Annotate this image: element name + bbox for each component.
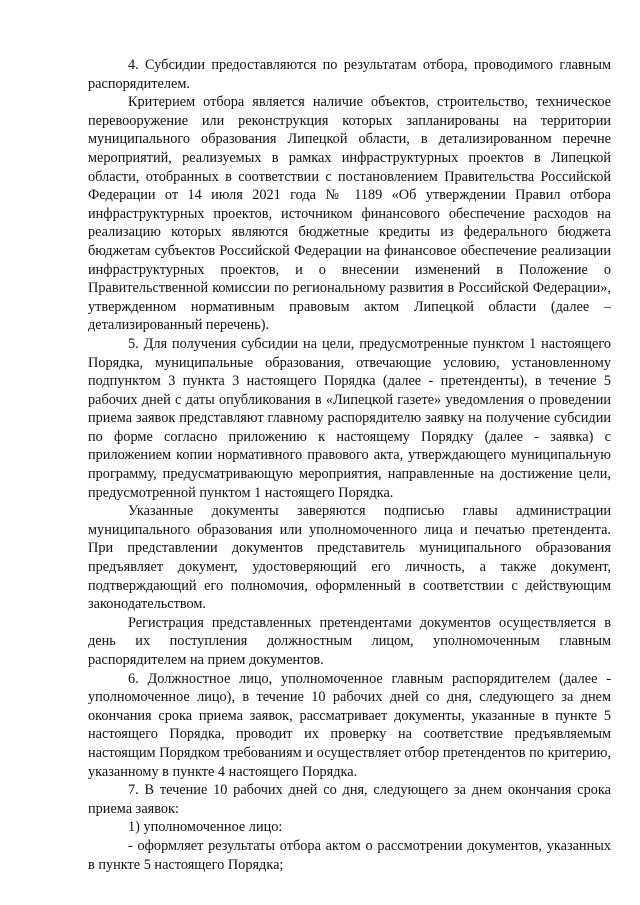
paragraph-registration: Регистрация представленных претендентами документов осуществляется в день их поступления должностным лицом, уполномоченным главным распорядителем на прием документов. [88,614,611,668]
paragraph-selection-criterion: Критерием отбора является наличие объектов, строительство, техническое перевооружение или реконструкция которых запланированы на территории муниципального образования Липецкой области, в детализированном перечне мероприятий, реализуемых в рамках инфраструктурных проектов в Липецкой области, отобранных в соответствии с постановлением Правительства Российской Федерации от 14 июля 2021 года № 1189 «Об утверждении Правил отбора инфраструктурных проектов, источником финансового обеспечение расходов на реализацию которых являются бюджетные кредиты из федерального бюджета бюджетам субъектов Российской Федерации на финансовое обеспечение реализации инфраструктурных проектов, и о внесении изменений в Положение о Правительственной комиссии по региональному развития в Российской Федерации», утвержденном нормативным правовым актом Липецкой области (далее – детализированный перечень). [88,94,611,334]
paragraph-item-7: 7. В течение 10 рабочих дней со дня, следующего за днем окончания срока приема заявок: [88,782,611,817]
paragraph-item-6: 6. Должностное лицо, уполномоченное главным распорядителем (далее - уполномоченное лицо), в течение 10 рабочих дней со дня, следующего за днем окончания срока приема заявок, рассматривает документы, указанные в пункте 5 настоящего Порядка, проводит их проверку на соответствие предъявляемым настоящим Порядком требованиям и осуществляет отбор претендентов по критерию, указанному в пункте 4 настоящего Порядка. [88,670,611,780]
document-page [88,56,611,874]
paragraph-subitem-1-dash: - оформляет результаты отбора актом о рассмотрении документов, указанных в пункте 5 настоящего Порядка; [88,837,611,873]
paragraph-item-5: 5. Для получения субсидии на цели, предусмотренные пунктом 1 настоящего Порядка, муниципальные образования, отвечающие условию, установленному подпунктом 3 пункта 3 настоящего Порядка (далее - претенденты), в течение 5 рабочих дней с даты опубликования в «Липецкой газете» уведомления о проведении приема заявок представляют главному распорядителю заявку на получение субсидии по форме согласно приложению к настоящему Порядку (далее - заявка) с приложением копии нормативного правового акта, утверждающего муниципальную программу, предусматривающую мероприятия, направленные на достижение цели, предусмотренной пунктом 1 настоящего Порядка. [88,335,611,501]
paragraph-documents-certification: Указанные документы заверяются подписью главы администрации муниципального образования или уполномоченного лица и печатью претендента. При представлении документов представитель муниципального образования предъявляет документ, удостоверяющий его личность, а также документ, подтверждающий его полномочия, оформленный в соответствии с действующим законодательством. [88,503,611,613]
paragraph-subitem-1: 1) уполномоченное лицо: [128,819,283,836]
paragraph-item-4: 4. Субсидии предоставляются по результатам отбора, проводимого главным распорядителем. [88,57,611,92]
